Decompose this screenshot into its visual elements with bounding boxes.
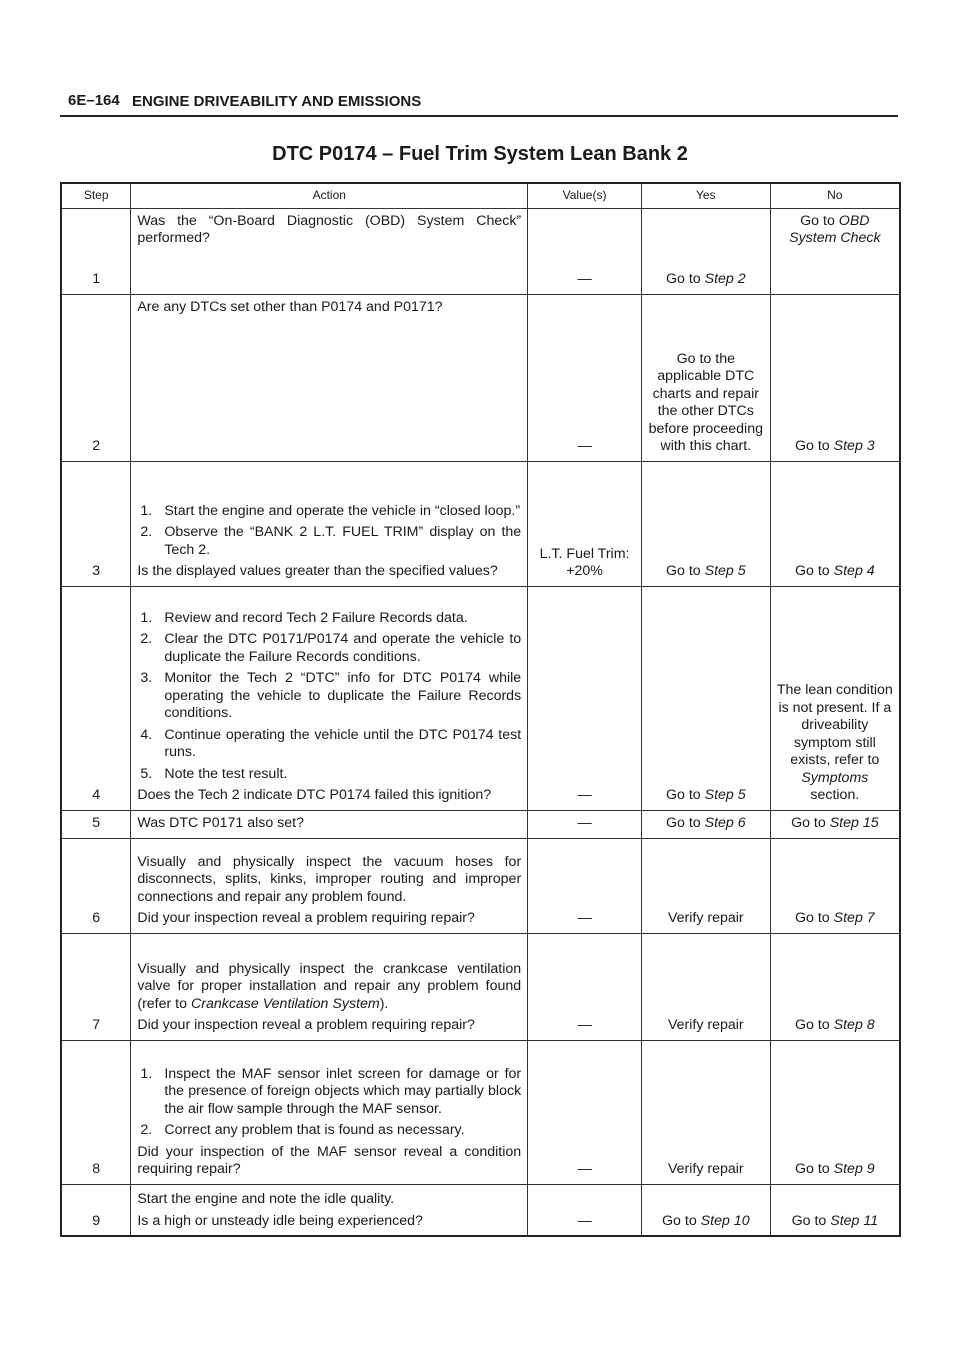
table-row bbox=[61, 294, 900, 461]
step-number: 7 bbox=[61, 933, 131, 1040]
step-number: 2 bbox=[61, 294, 131, 461]
yes-prefix: Go to bbox=[665, 815, 705, 831]
header-values: Value(s) bbox=[528, 183, 642, 208]
no-prefix: Go to bbox=[791, 1212, 831, 1229]
no-cell bbox=[770, 933, 900, 1040]
list-item: 5. Note the test result. bbox=[140, 765, 288, 782]
action-cell bbox=[131, 933, 528, 1040]
table-row bbox=[61, 810, 900, 838]
no-prefix: Go to bbox=[800, 212, 839, 229]
value-cell: — bbox=[528, 586, 642, 810]
yes-cell: Verify repair bbox=[641, 933, 770, 1040]
list-item: 4. Continue operating the vehicle until the DTC P0174 test runs. bbox=[140, 726, 522, 760]
section-title: ENGINE DRIVEABILITY AND EMISSIONS bbox=[132, 93, 422, 110]
step-number: 5 bbox=[61, 810, 131, 838]
value-cell: L.T. Fuel Trim: +20% bbox=[528, 461, 642, 586]
no-prefix: Go to bbox=[795, 1017, 834, 1033]
action-question: Is a high or unsteady idle being experienced? bbox=[137, 1212, 423, 1229]
action-text: Are any DTCs set other than P0174 and P0171? bbox=[137, 298, 443, 315]
no-text-end: section. bbox=[810, 787, 860, 803]
yes-step-link[interactable]: Step 5 bbox=[704, 563, 746, 579]
yes-cell: Verify repair bbox=[641, 838, 770, 933]
table-row bbox=[61, 838, 900, 933]
table-row bbox=[61, 1040, 900, 1184]
value-cell: — bbox=[528, 838, 642, 933]
yes-cell bbox=[641, 1184, 770, 1236]
value-cell: — bbox=[528, 1040, 642, 1184]
value-cell: — bbox=[528, 1184, 642, 1236]
action-cell bbox=[131, 810, 528, 838]
yes-cell bbox=[641, 208, 770, 294]
step-number: 3 bbox=[61, 461, 131, 586]
no-prefix: Go to bbox=[795, 438, 834, 454]
no-cell bbox=[770, 838, 900, 933]
no-cell bbox=[770, 586, 900, 810]
header-action: Action bbox=[131, 183, 528, 208]
no-prefix: Go to bbox=[795, 563, 834, 579]
action-text: Visually and physically inspect the vacuum hoses for disconnects, splits, kinks, improper routing and improper connections and repair any problem found. bbox=[137, 853, 522, 905]
yes-prefix: Go to bbox=[662, 1212, 701, 1229]
action-question: Does the Tech 2 indicate DTC P0174 failed this ignition? bbox=[137, 787, 492, 803]
action-cell bbox=[131, 1184, 528, 1236]
list-item: 1. Start the engine and operate the vehicle in “closed loop.” bbox=[140, 502, 521, 519]
action-question: Did your inspection reveal a problem requiring repair? bbox=[137, 1017, 475, 1033]
action-text: Was DTC P0171 also set? bbox=[137, 815, 304, 831]
header-no: No bbox=[770, 183, 900, 208]
action-steps bbox=[137, 610, 521, 784]
yes-cell bbox=[641, 461, 770, 586]
yes-step-link[interactable]: Step 10 bbox=[700, 1212, 750, 1229]
table-row bbox=[61, 586, 900, 810]
crankcase-ventilation-link[interactable]: Crankcase Ventilation System bbox=[190, 995, 380, 1012]
yes-step-link[interactable]: Step 5 bbox=[704, 787, 746, 803]
no-step-link[interactable]: Step 15 bbox=[829, 815, 879, 831]
no-cell bbox=[770, 1040, 900, 1184]
action-text: Visually and physically inspect the crankcase ventilation valve for proper installation and repair any problem found (refer to Crankcase Ventilation System). bbox=[137, 960, 522, 1012]
list-item: 2. Clear the DTC P0171/P0174 and operate the vehicle to duplicate the Failure Records conditions. bbox=[140, 631, 522, 665]
yes-cell: Go to the applicable DTC charts and repair the other DTCs before proceeding with this chart. bbox=[641, 294, 770, 461]
table-row bbox=[61, 208, 900, 294]
step-number: 8 bbox=[61, 1040, 131, 1184]
yes-prefix: Go to bbox=[665, 271, 705, 287]
action-cell bbox=[131, 208, 528, 294]
yes-prefix: Go to bbox=[665, 563, 705, 579]
no-cell bbox=[770, 1184, 900, 1236]
no-step-link[interactable]: Step 9 bbox=[833, 1161, 875, 1177]
value-cell: — bbox=[528, 810, 642, 838]
no-cell bbox=[770, 294, 900, 461]
no-step-link[interactable]: Step 8 bbox=[833, 1017, 875, 1033]
diagnostic-table bbox=[60, 182, 901, 1237]
table-header-row bbox=[61, 183, 900, 208]
step-number: 9 bbox=[61, 1184, 131, 1236]
value-cell: — bbox=[528, 208, 642, 294]
no-prefix: Go to bbox=[795, 910, 834, 926]
no-step-link[interactable]: Step 4 bbox=[833, 563, 875, 579]
action-text: Was the “On-Board Diagnostic (OBD) System Check” performed? bbox=[137, 212, 522, 246]
no-step-link[interactable]: Step 7 bbox=[833, 910, 875, 926]
yes-cell: Verify repair bbox=[641, 1040, 770, 1184]
action-cell bbox=[131, 1040, 528, 1184]
yes-cell bbox=[641, 586, 770, 810]
action-question: Did your inspection reveal a problem requiring repair? bbox=[137, 910, 475, 926]
table-row bbox=[61, 461, 900, 586]
list-item: 1. Inspect the MAF sensor inlet screen for damage or for the presence of foreign objects which may partially block the air flow sample through the MAF sensor. bbox=[140, 1065, 522, 1117]
list-item: 2. Correct any problem that is found as necessary. bbox=[140, 1122, 465, 1138]
yes-step-link[interactable]: Step 6 bbox=[704, 815, 746, 831]
no-prefix: Go to bbox=[795, 1161, 834, 1177]
table-row bbox=[61, 933, 900, 1040]
step-number: 1 bbox=[61, 208, 131, 294]
table-row bbox=[61, 1184, 900, 1236]
no-prefix: Go to bbox=[791, 815, 830, 831]
step-number: 6 bbox=[61, 838, 131, 933]
no-text: The lean condition is not present. If a driveability symptom still exists, refer to bbox=[776, 682, 893, 768]
no-step-link[interactable]: OBD System Check bbox=[789, 212, 881, 246]
header-rule bbox=[60, 115, 898, 117]
yes-prefix: Go to bbox=[665, 787, 705, 803]
action-cell bbox=[131, 838, 528, 933]
no-step-link[interactable]: Step 3 bbox=[833, 438, 875, 454]
no-step-link[interactable]: Step 11 bbox=[830, 1212, 879, 1229]
yes-step-link[interactable]: Step 2 bbox=[704, 271, 746, 287]
no-cell bbox=[770, 810, 900, 838]
action-text: Start the engine and note the idle quality. bbox=[137, 1191, 395, 1207]
step-number: 4 bbox=[61, 586, 131, 810]
value-cell: — bbox=[528, 294, 642, 461]
action-cell bbox=[131, 461, 528, 586]
yes-cell bbox=[641, 810, 770, 838]
page-title: DTC P0174 – Fuel Trim System Lean Bank 2 bbox=[272, 143, 688, 165]
page-number: 6E–164 bbox=[68, 92, 120, 109]
action-steps bbox=[137, 503, 521, 560]
no-cell bbox=[770, 461, 900, 586]
list-item: 1. Review and record Tech 2 Failure Records data. bbox=[140, 609, 468, 626]
header-yes: Yes bbox=[641, 183, 770, 208]
action-question: Is the displayed values greater than the specified values? bbox=[137, 563, 498, 579]
value-cell: — bbox=[528, 933, 642, 1040]
no-cell bbox=[770, 208, 900, 294]
list-item: 2. Observe the “BANK 2 L.T. FUEL TRIM” display on the Tech 2. bbox=[140, 524, 522, 558]
action-question: Did your inspection of the MAF sensor reveal a condition requiring repair? bbox=[137, 1143, 522, 1177]
action-cell bbox=[131, 294, 528, 461]
symptoms-link[interactable]: Symptoms bbox=[801, 769, 869, 786]
list-item: 3. Monitor the Tech 2 “DTC” info for DTC P0174 while operating the vehicle to duplicate the Failure Records conditions. bbox=[140, 670, 522, 721]
action-steps bbox=[137, 1066, 521, 1140]
action-cell bbox=[131, 586, 528, 810]
header-step: Step bbox=[61, 183, 131, 208]
